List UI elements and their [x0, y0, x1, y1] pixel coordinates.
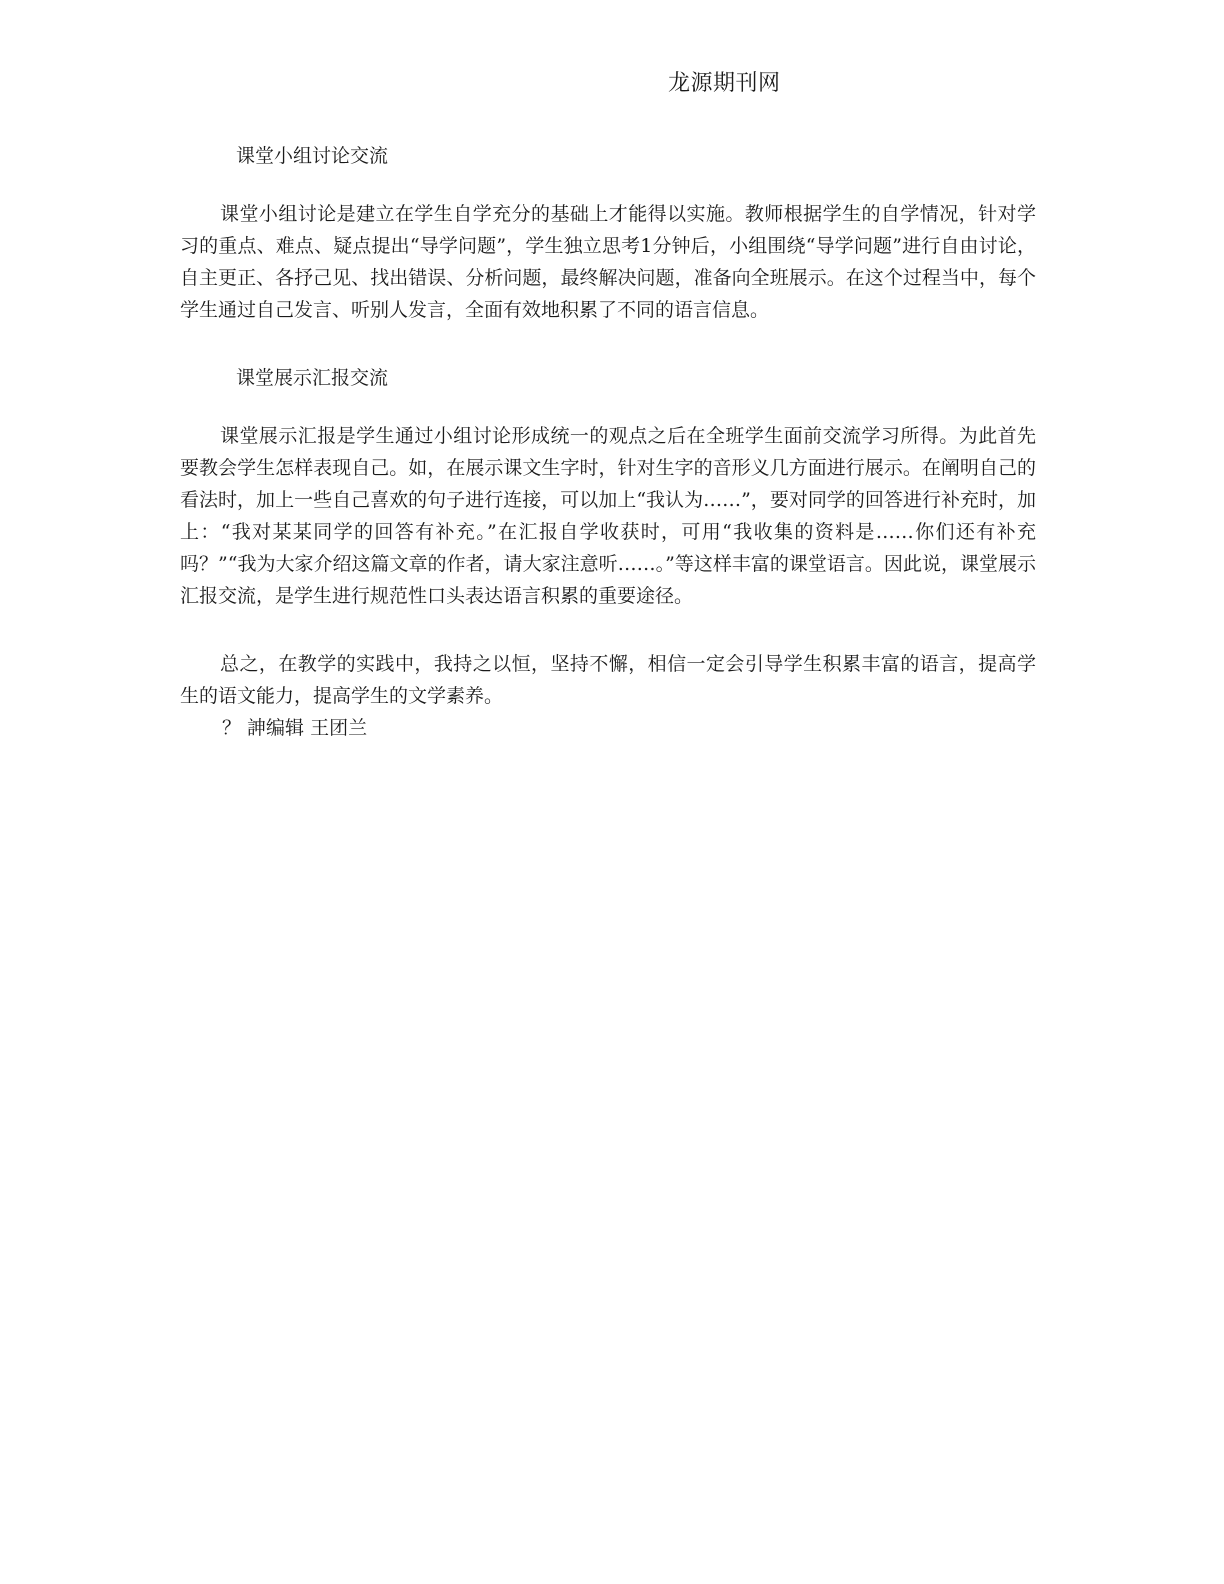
section-paragraph-presentation: 课堂展示汇报是学生通过小组讨论形成统一的观点之后在全班学生面前交流学习所得。为此首先要教会学生怎样表现自己。如，在展示课文生字时，针对生字的音形义几方面进行展示。在阐明自己的看法时，加上一些自己喜欢的句子进行连接，可以加上“我认为……”，要对同学的回答进行补充时，加上：“我对某某同学的回答有补充。”在汇报自学收获时，可用“我收集的资料是……你们还有补充吗？”“我为大家介绍这篇文章的作者，请大家注意听……。”等这样丰富的课堂语言。因此说，课堂展示汇报交流，是学生进行规范性口头表达语言积累的重要途径。 [180, 425, 1036, 607]
section-heading-presentation: 课堂展示汇报交流 [236, 367, 389, 389]
section-paragraph-group-discussion: 课堂小组讨论是建立在学生自学充分的基础上才能得以实施。教师根据学生的自学情况，针对学习的重点、难点、疑点提出“导学问题”，学生独立思考1分钟后，小组围绕“导学问题”进行自由讨论，自主更正、各抒己见、找出错误、分析问题，最终解决问题，准备向全班展示。在这个过程当中，每个学生通过自己发言、听别人发言，全面有效地积累了不同的语言信息。 [180, 203, 1036, 321]
editor-credit: ？ 訷编辑 王团兰 [222, 717, 368, 739]
site-title: 龙源期刊网 [668, 71, 781, 96]
section-heading-group-discussion: 课堂小组讨论交流 [236, 145, 389, 167]
conclusion-paragraph: 总之，在教学的实践中，我持之以恒，坚持不懈，相信一定会引导学生积累丰富的语言，提高学生的语文能力，提高学生的文学素养。 [180, 653, 1036, 707]
article-body [180, 140, 1036, 744]
